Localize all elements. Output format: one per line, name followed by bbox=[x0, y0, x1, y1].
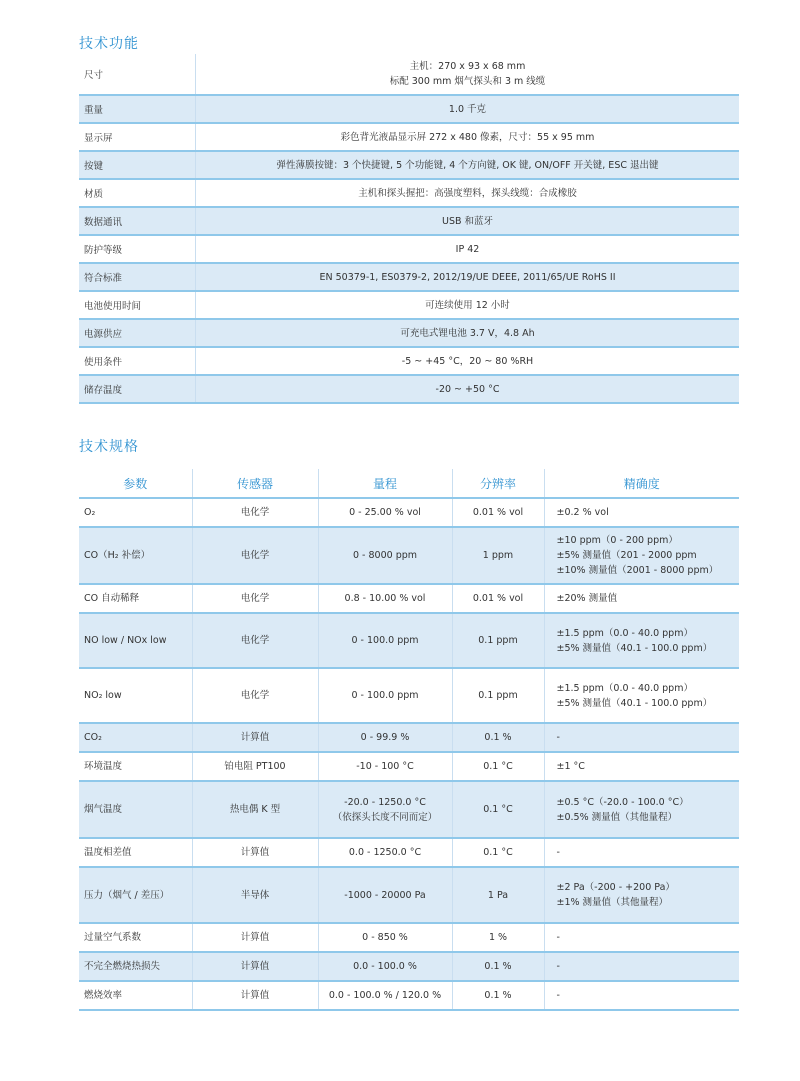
spec-sensor-cell bbox=[192, 981, 318, 1010]
spec-row bbox=[79, 668, 739, 723]
spec-row bbox=[79, 838, 739, 867]
spec-sensor-line: 计算值 bbox=[240, 961, 270, 972]
feature-value bbox=[196, 95, 740, 123]
spec-range-line: 0.0 - 100.0 % bbox=[353, 961, 417, 972]
spec-sensor-line: 电化学 bbox=[240, 507, 270, 518]
spec-sensor-line: 半导体 bbox=[240, 889, 270, 901]
spec-param-cell bbox=[79, 527, 192, 584]
spec-accuracy-line: ±5% 测量值（201 - 2000 ppm bbox=[556, 550, 697, 561]
spec-sensor-line: 热电偶 K 型 bbox=[229, 804, 281, 815]
specs-table bbox=[79, 469, 739, 1011]
spec-accuracy-line: ±1.5 ppm（0.0 - 40.0 ppm） bbox=[556, 627, 693, 639]
spec-accuracy-cell bbox=[544, 752, 739, 781]
spec-sensor-line: 电化学 bbox=[240, 635, 270, 646]
spec-sensor-line: 电化学 bbox=[240, 690, 270, 701]
feature-value-line: 彩色背光液晶显示屏 272 x 480 像素，尺寸：55 x 95 mm bbox=[340, 131, 595, 143]
spec-sensor-cell bbox=[192, 838, 318, 867]
feature-row bbox=[79, 179, 739, 207]
spec-accuracy-line: ±0.5% 测量值（其他量程） bbox=[556, 811, 678, 823]
spec-range-cell bbox=[318, 952, 452, 981]
spec-accuracy-cell bbox=[544, 613, 739, 668]
spec-range-line: 0.0 - 1250.0 °C bbox=[348, 847, 422, 858]
spec-accuracy-line: - bbox=[556, 732, 560, 743]
spec-range-cell bbox=[318, 668, 452, 723]
feature-value-line: 可连续使用 12 小时 bbox=[425, 299, 510, 311]
spec-sensor-cell bbox=[192, 668, 318, 723]
spec-accuracy-cell bbox=[544, 838, 739, 867]
spec-accuracy-cell bbox=[544, 527, 739, 584]
spec-sensor-line: 计算值 bbox=[240, 932, 270, 943]
spec-accuracy-line: ±10% 测量值（2001 - 8000 ppm） bbox=[556, 565, 719, 576]
feature-row bbox=[79, 375, 739, 403]
feature-row bbox=[79, 54, 739, 95]
spec-accuracy-cell bbox=[544, 584, 739, 613]
feature-value-line: IP 42 bbox=[455, 243, 480, 255]
spec-row bbox=[79, 867, 739, 923]
spec-resolution-cell bbox=[452, 613, 544, 668]
spec-param-cell bbox=[79, 498, 192, 527]
spec-param-cell bbox=[79, 838, 192, 867]
feature-key: 按键 bbox=[79, 151, 196, 179]
feature-value-line: -20 ~ +50 °C bbox=[435, 383, 500, 395]
spec-range-line: 0 - 850 % bbox=[362, 932, 408, 943]
spec-range-line: -1000 - 20000 Pa bbox=[344, 889, 426, 901]
spec-range-cell bbox=[318, 867, 452, 923]
feature-value-line: 标配 300 mm 烟气探头和 3 m 线缆 bbox=[389, 76, 546, 87]
spec-accuracy-line: - bbox=[556, 932, 560, 943]
spec-range-cell bbox=[318, 838, 452, 867]
feature-row bbox=[79, 319, 739, 347]
spec-accuracy-cell bbox=[544, 668, 739, 723]
spec-sensor-cell bbox=[192, 952, 318, 981]
spec-param-line: 烟气温度 bbox=[84, 804, 123, 815]
spec-param-cell bbox=[79, 867, 192, 923]
spec-sensor-cell bbox=[192, 723, 318, 752]
spec-sensor-cell bbox=[192, 498, 318, 527]
spec-range-line: -10 - 100 °C bbox=[356, 761, 414, 772]
spec-param-cell bbox=[79, 584, 192, 613]
spec-range-line: 0 - 100.0 ppm bbox=[351, 690, 419, 701]
feature-row bbox=[79, 123, 739, 151]
spec-accuracy-cell bbox=[544, 723, 739, 752]
spec-accuracy-cell bbox=[544, 923, 739, 952]
feature-value-line: USB 和蓝牙 bbox=[441, 215, 494, 227]
spec-resolution-line: 0.01 % vol bbox=[472, 507, 524, 518]
spec-sensor-line: 计算值 bbox=[240, 990, 270, 1001]
feature-value-line: 主机：270 x 93 x 68 mm bbox=[409, 61, 526, 72]
spec-resolution-cell bbox=[452, 584, 544, 613]
spec-accuracy-line: ±5% 测量值（40.1 - 100.0 ppm） bbox=[556, 697, 713, 709]
feature-value-line: 1.0 千克 bbox=[448, 103, 487, 115]
spec-sensor-line: 电化学 bbox=[240, 550, 270, 561]
spec-sensor-line: 计算值 bbox=[240, 732, 270, 743]
spec-range-line: （依探头长度不同而定） bbox=[332, 811, 438, 823]
spec-resolution-line: 0.1 % bbox=[484, 990, 512, 1001]
spec-range-cell bbox=[318, 723, 452, 752]
spec-sensor-cell bbox=[192, 527, 318, 584]
spec-resolution-cell bbox=[452, 668, 544, 723]
spec-param-line: 温度相差值 bbox=[84, 847, 132, 858]
spec-row bbox=[79, 923, 739, 952]
spec-accuracy-line: ±1 °C bbox=[556, 761, 585, 772]
spec-param-line: CO₂ bbox=[84, 732, 102, 743]
spec-resolution-cell bbox=[452, 498, 544, 527]
spec-range-line: 0 - 25.00 % vol bbox=[349, 507, 421, 518]
feature-row bbox=[79, 207, 739, 235]
spec-accuracy-line: ±10 ppm（0 - 200 ppm） bbox=[556, 535, 678, 546]
feature-value bbox=[196, 54, 740, 95]
spec-param-cell bbox=[79, 781, 192, 838]
feature-value bbox=[196, 291, 740, 319]
feature-row bbox=[79, 235, 739, 263]
spec-param-cell bbox=[79, 952, 192, 981]
feature-key: 符合标准 bbox=[79, 263, 196, 291]
features-table bbox=[79, 54, 739, 404]
feature-value bbox=[196, 123, 740, 151]
feature-key: 材质 bbox=[79, 179, 196, 207]
spec-resolution-line: 0.1 °C bbox=[483, 804, 513, 815]
spec-accuracy-cell bbox=[544, 781, 739, 838]
spec-resolution-cell bbox=[452, 527, 544, 584]
feature-key: 尺寸 bbox=[79, 54, 196, 95]
spec-param-line: O₂ bbox=[84, 507, 96, 518]
spec-param-cell bbox=[79, 981, 192, 1010]
spec-accuracy-line: ±0.2 % vol bbox=[556, 507, 609, 518]
spec-range-cell bbox=[318, 613, 452, 668]
feature-row bbox=[79, 347, 739, 375]
spec-sensor-cell bbox=[192, 923, 318, 952]
spec-sensor-line: 电化学 bbox=[240, 593, 270, 604]
spec-row bbox=[79, 584, 739, 613]
spec-param-cell bbox=[79, 668, 192, 723]
feature-key: 重量 bbox=[79, 95, 196, 123]
feature-value bbox=[196, 235, 740, 263]
spec-param-line: NO₂ low bbox=[84, 690, 122, 701]
spec-row bbox=[79, 527, 739, 584]
spec-resolution-cell bbox=[452, 723, 544, 752]
feature-row bbox=[79, 95, 739, 123]
spec-param-cell bbox=[79, 752, 192, 781]
feature-key: 防护等级 bbox=[79, 235, 196, 263]
feature-value bbox=[196, 319, 740, 347]
feature-value bbox=[196, 375, 740, 403]
feature-value bbox=[196, 347, 740, 375]
feature-key: 储存温度 bbox=[79, 375, 196, 403]
spec-param-line: 不完全燃烧热损失 bbox=[84, 961, 161, 972]
spec-resolution-line: 1 ppm bbox=[482, 550, 514, 561]
specs-header-cell: 参数 bbox=[79, 469, 192, 498]
spec-resolution-line: 0.1 °C bbox=[483, 847, 513, 858]
feature-row bbox=[79, 291, 739, 319]
spec-sensor-cell bbox=[192, 781, 318, 838]
spec-accuracy-cell bbox=[544, 952, 739, 981]
section-title-features: 技术功能 bbox=[79, 36, 139, 52]
feature-row bbox=[79, 151, 739, 179]
spec-range-line: 0 - 100.0 ppm bbox=[351, 635, 419, 646]
spec-param-line: 压力（烟气 / 差压） bbox=[84, 889, 170, 901]
feature-key: 电源供应 bbox=[79, 319, 196, 347]
feature-row bbox=[79, 263, 739, 291]
spec-param-line: 环境温度 bbox=[84, 761, 123, 772]
spec-sensor-cell bbox=[192, 613, 318, 668]
spec-row bbox=[79, 781, 739, 838]
spec-accuracy-line: - bbox=[556, 990, 560, 1001]
specs-header-row bbox=[79, 469, 739, 498]
spec-range-cell bbox=[318, 923, 452, 952]
specs-header-cell: 传感器 bbox=[192, 469, 318, 498]
feature-value bbox=[196, 151, 740, 179]
spec-resolution-cell bbox=[452, 752, 544, 781]
feature-value bbox=[196, 207, 740, 235]
spec-sensor-cell bbox=[192, 584, 318, 613]
spec-resolution-line: 0.1 ppm bbox=[478, 690, 518, 701]
specs-header-cell: 精确度 bbox=[544, 469, 739, 498]
spec-range-cell bbox=[318, 752, 452, 781]
spec-resolution-line: 1 % bbox=[488, 932, 508, 943]
spec-resolution-cell bbox=[452, 981, 544, 1010]
feature-key: 电池使用时间 bbox=[79, 291, 196, 319]
spec-resolution-cell bbox=[452, 952, 544, 981]
spec-resolution-cell bbox=[452, 923, 544, 952]
spec-accuracy-line: ±1% 测量值（其他量程） bbox=[556, 897, 669, 908]
spec-param-cell bbox=[79, 923, 192, 952]
spec-sensor-line: 计算值 bbox=[240, 847, 270, 858]
spec-range-line: 0 - 8000 ppm bbox=[352, 550, 418, 561]
spec-row bbox=[79, 498, 739, 527]
feature-value-line: 弹性薄膜按键：3 个快捷键, 5 个功能键, 4 个方向键, OK 键, ON/OFF 开关键, ESC 退出键 bbox=[276, 159, 659, 171]
spec-accuracy-cell bbox=[544, 498, 739, 527]
spec-param-line: CO（H₂ 补偿） bbox=[84, 550, 151, 561]
spec-row bbox=[79, 752, 739, 781]
spec-resolution-line: 0.1 % bbox=[484, 732, 512, 743]
spec-sensor-cell bbox=[192, 867, 318, 923]
spec-accuracy-line: ±5% 测量值（40.1 - 100.0 ppm） bbox=[556, 642, 713, 654]
spec-accuracy-cell bbox=[544, 981, 739, 1010]
spec-param-cell bbox=[79, 613, 192, 668]
spec-accuracy-line: ±0.5 °C（-20.0 - 100.0 °C） bbox=[556, 796, 689, 808]
spec-row bbox=[79, 613, 739, 668]
spec-accuracy-cell bbox=[544, 867, 739, 923]
feature-value-line: EN 50379-1, ES0379-2, 2012/19/UE DEEE, 2011/65/UE RoHS II bbox=[319, 271, 616, 283]
spec-resolution-line: 0.1 °C bbox=[483, 761, 513, 772]
spec-param-line: CO 自动稀释 bbox=[84, 593, 140, 604]
feature-key: 显示屏 bbox=[79, 123, 196, 151]
spec-range-cell bbox=[318, 981, 452, 1010]
spec-accuracy-line: ±2 Pa（-200 - +200 Pa） bbox=[556, 882, 675, 893]
spec-resolution-line: 1 Pa bbox=[487, 889, 509, 901]
feature-value bbox=[196, 179, 740, 207]
spec-sensor-line: 铂电阻 PT100 bbox=[224, 761, 286, 772]
feature-value-line: 主机和探头握把：高强度塑料，探头线缆：合成橡胶 bbox=[358, 187, 577, 199]
spec-range-cell bbox=[318, 584, 452, 613]
spec-resolution-cell bbox=[452, 781, 544, 838]
spec-accuracy-line: - bbox=[556, 961, 560, 972]
spec-range-cell bbox=[318, 781, 452, 838]
spec-param-line: 燃烧效率 bbox=[84, 990, 123, 1001]
spec-param-line: 过量空气系数 bbox=[84, 932, 142, 943]
section-title-specs: 技术规格 bbox=[79, 439, 139, 455]
spec-accuracy-line: - bbox=[556, 847, 560, 858]
spec-accuracy-line: ±20% 测量值 bbox=[556, 593, 618, 604]
feature-value bbox=[196, 263, 740, 291]
spec-param-line: NO low / NOx low bbox=[84, 635, 167, 646]
spec-sensor-cell bbox=[192, 752, 318, 781]
spec-resolution-line: 0.1 ppm bbox=[478, 635, 518, 646]
spec-range-line: 0.8 - 10.00 % vol bbox=[344, 593, 426, 604]
spec-range-line: -20.0 - 1250.0 °C bbox=[344, 796, 426, 808]
spec-row bbox=[79, 981, 739, 1010]
spec-range-cell bbox=[318, 527, 452, 584]
specs-header-cell: 分辨率 bbox=[452, 469, 544, 498]
spec-row bbox=[79, 952, 739, 981]
spec-resolution-line: 0.01 % vol bbox=[472, 593, 524, 604]
feature-key: 数据通讯 bbox=[79, 207, 196, 235]
spec-param-cell bbox=[79, 723, 192, 752]
feature-key: 使用条件 bbox=[79, 347, 196, 375]
spec-accuracy-line: ±1.5 ppm（0.0 - 40.0 ppm） bbox=[556, 682, 693, 694]
specs-header-cell: 量程 bbox=[318, 469, 452, 498]
spec-resolution-cell bbox=[452, 867, 544, 923]
feature-value-line: -5 ~ +45 °C，20 ~ 80 %RH bbox=[401, 355, 534, 367]
feature-value-line: 可充电式锂电池 3.7 V，4.8 Ah bbox=[400, 327, 535, 339]
spec-resolution-line: 0.1 % bbox=[484, 961, 512, 972]
spec-range-line: 0 - 99.9 % bbox=[360, 732, 410, 743]
spec-range-cell bbox=[318, 498, 452, 527]
spec-range-line: 0.0 - 100.0 % / 120.0 % bbox=[328, 990, 442, 1001]
spec-resolution-cell bbox=[452, 838, 544, 867]
spec-row bbox=[79, 723, 739, 752]
